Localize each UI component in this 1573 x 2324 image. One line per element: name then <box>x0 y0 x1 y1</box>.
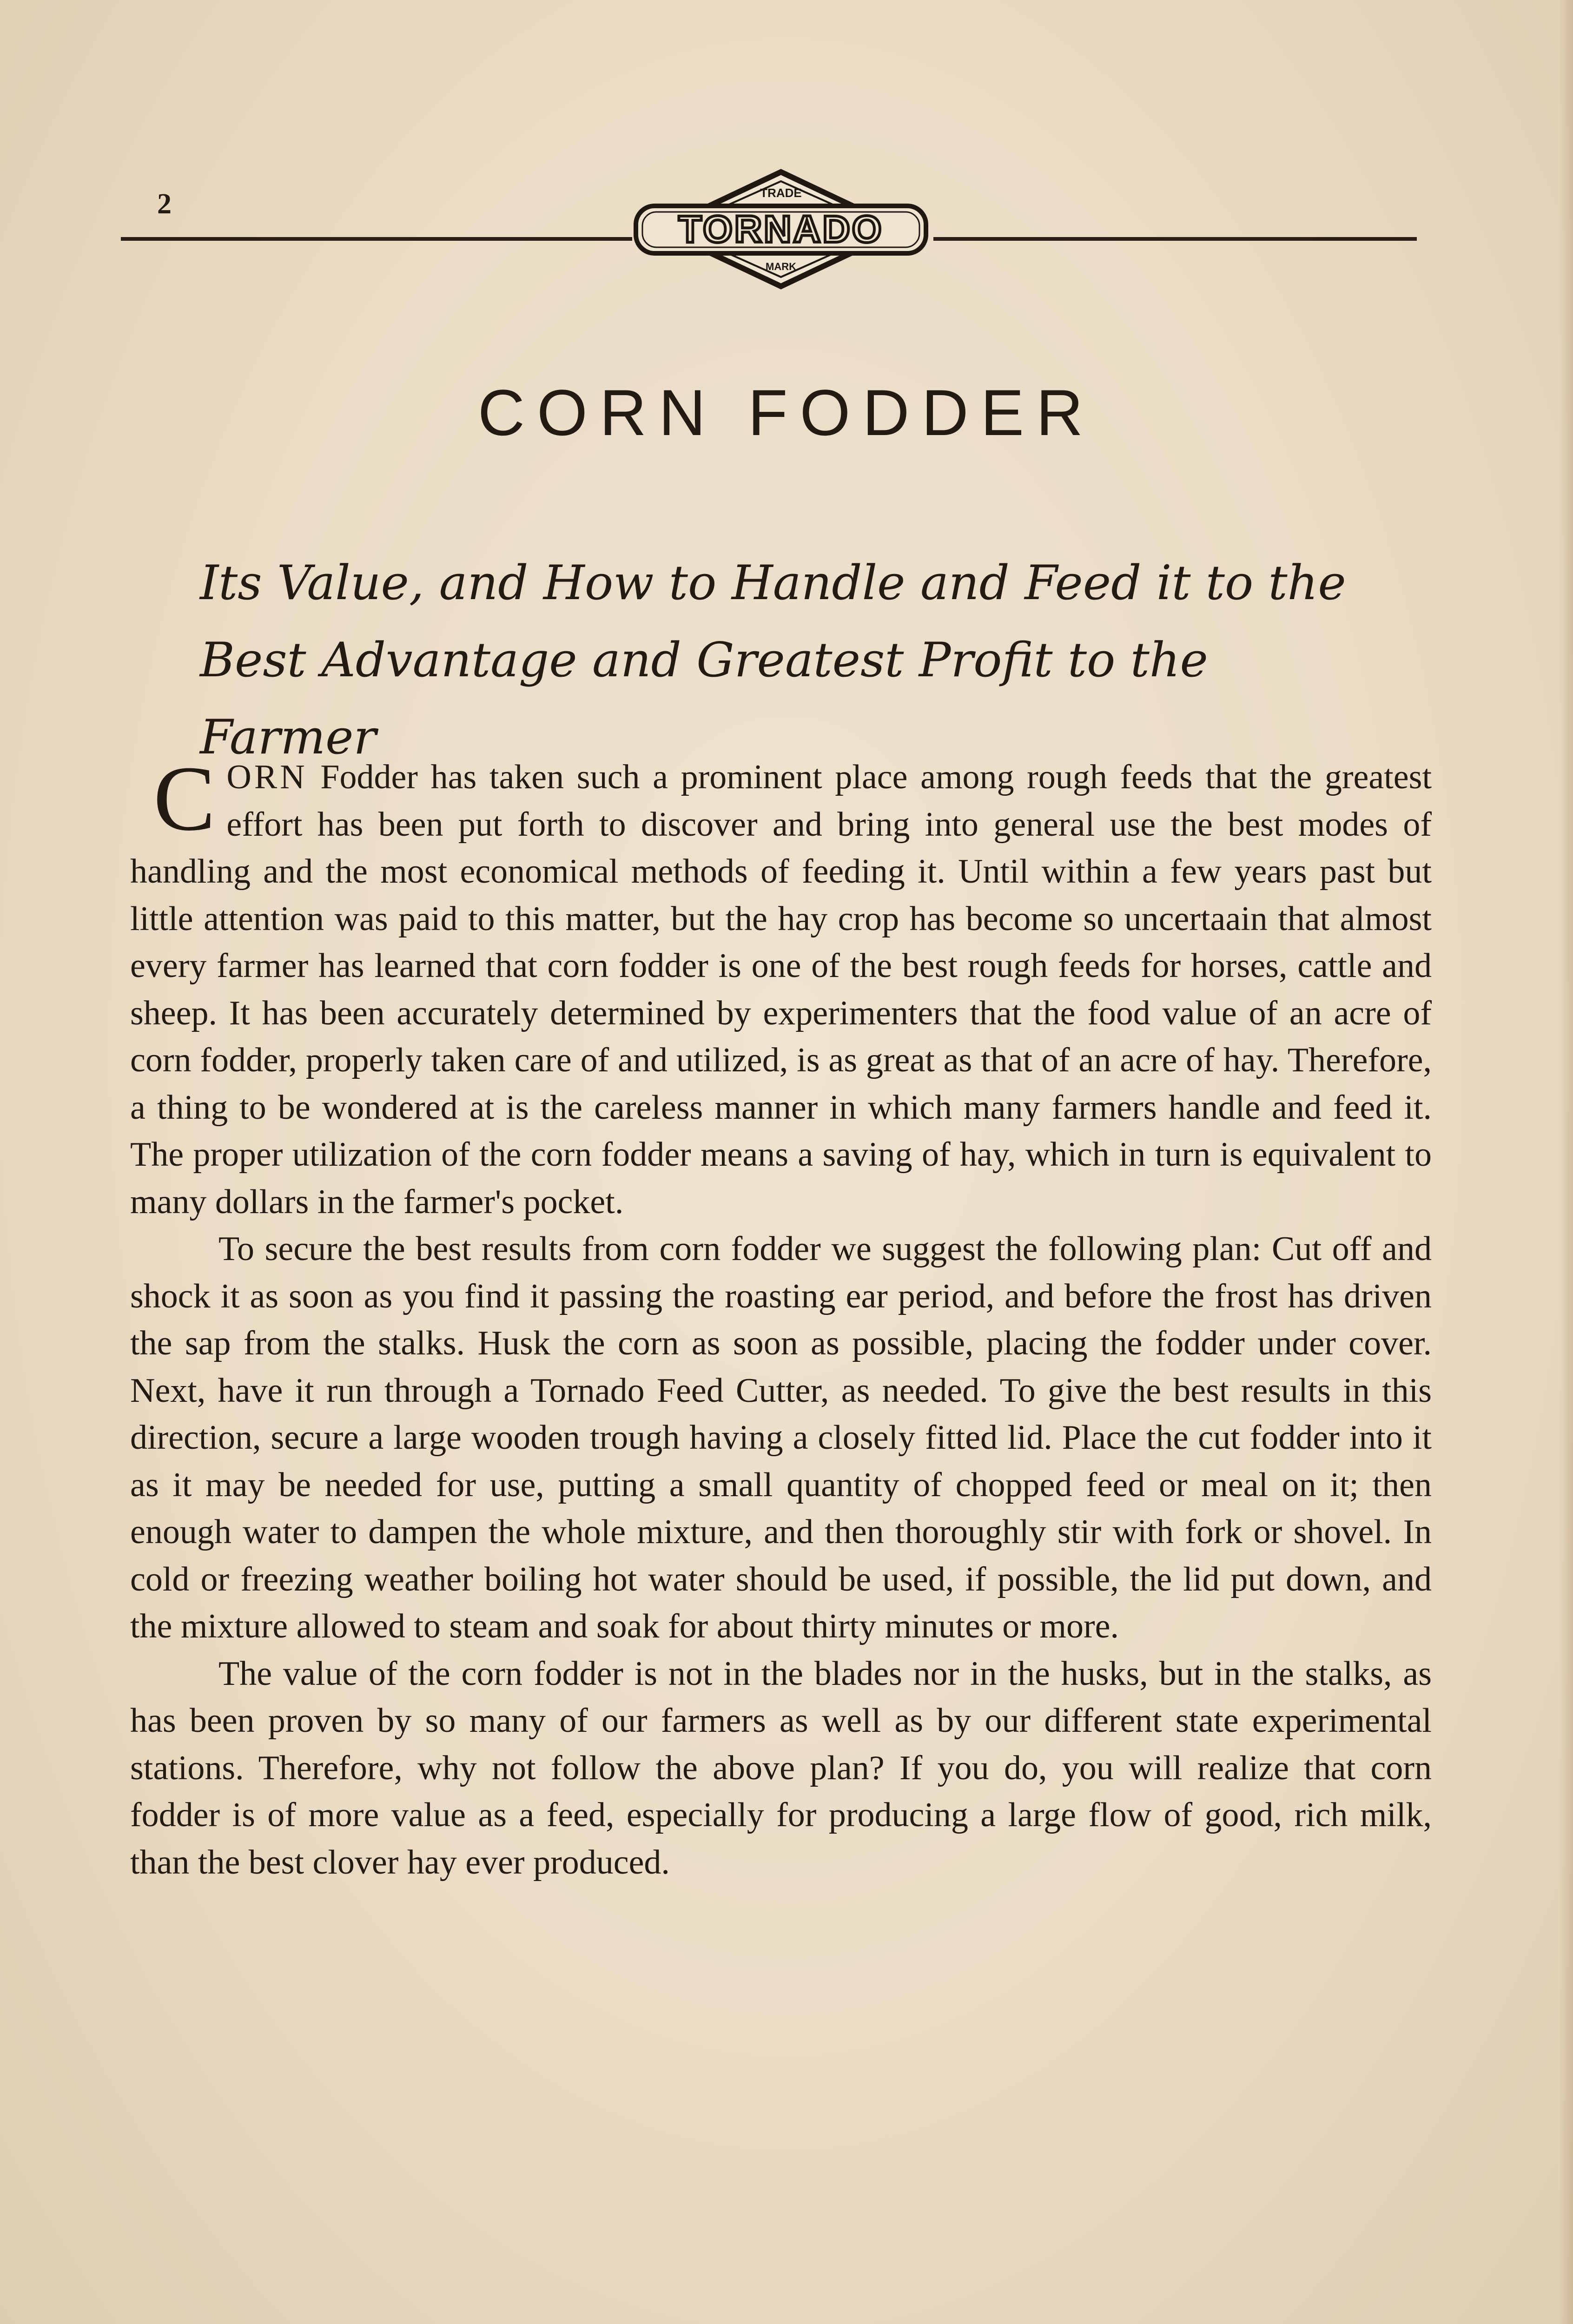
logo-trade-text: TRADE <box>760 186 802 200</box>
tornado-trademark-logo <box>628 162 934 297</box>
article-body <box>130 747 1432 1886</box>
paragraph-2: To secure the best results from corn fodder we suggest the following plan: Cut off and shock it as soon as you find it passing the roasting ear period, and before the frost has driven the sap from the stalks. Husk the corn as soon as possible, placing the fodder under cover. Next, have it run through a Tornado Feed Cutter, as needed. To give the best results in this direction, secure a large wooden trough having a closely fitted lid. Place the cut fodder into it as it may be needed for use, putting a small quantity of chopped feed or meal on it; then enough water to dampen the whole mixture, and then thoroughly stir with fork or shovel. In cold or freezing weather boiling hot water should be used, if possible, the lid put down, and the mixture allowed to steam and soak for about thirty minutes or more. <box>130 1230 1432 1645</box>
header-rule-left <box>121 237 632 241</box>
subtitle-line-2: Best Advantage and Greatest Profit to the Farmer <box>200 633 1208 765</box>
logo-mark-text: MARK <box>766 261 796 272</box>
subtitle-line-1: Its Value, and How to Handle and Feed it to the <box>200 555 1346 611</box>
drop-cap-continuation: ORN <box>226 758 308 796</box>
paragraph-1-text: Fodder has taken such a prominent place among rough feeds that the greatest effort has been put forth to discover and bring into general use the best modes of handling and the most economical methods of feeding it. Until within a few years past but little attention was paid to this matter, but the hay crop has become so uncertaain that almost every farmer has learned that corn fodder is one of the best rough feeds for horses, cattle and sheep. It has been accurately determined by experimenters that the food value of an acre of corn fodder, properly taken care of and utilized, is as great as that of an acre of hay. Therefore, a thing to be wondered at is the careless manner in which many farmers handle and feed it. The proper utilization of the corn fodder means a saving of hay, which in turn is equivalent to many dollars in the farmer's pocket. <box>130 758 1432 1221</box>
logo-tornado-text: TORNADO <box>678 208 884 251</box>
header-rule-right <box>933 237 1417 241</box>
page-number: 2 <box>157 188 172 220</box>
paragraph-3: The value of the corn fodder is not in the blades nor in the husks, but in the stalks, as has been proven by so many of our farmers as well as by our different state experimental stations. Therefore, why not follow the above plan? If you do, you will realize that corn fodder is of more value as a feed, especially for producing a large flow of good, rich milk, than the best clover hay ever produced. <box>130 1654 1432 1882</box>
drop-cap: C <box>153 747 216 850</box>
paragraph-1 <box>130 747 1432 1226</box>
page-title: CORN FODDER <box>477 376 1096 449</box>
subtitle <box>200 545 1371 776</box>
page-edge-shadow <box>1559 0 1573 2324</box>
